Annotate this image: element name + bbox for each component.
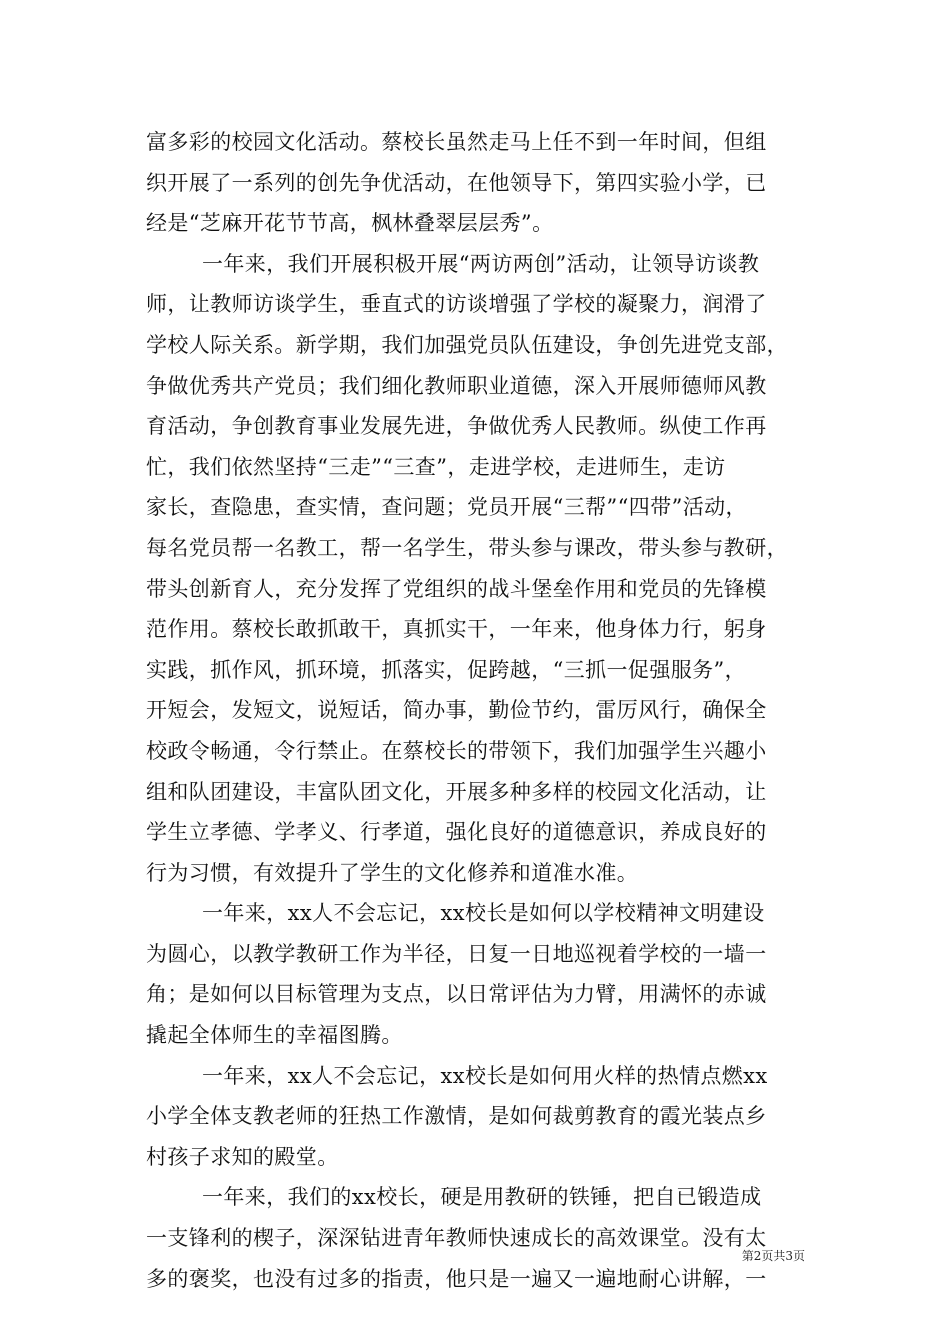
text-line: 小学全体支教老师的狂热工作激情，是如何裁剪教育的霞光装点乡 [146,1104,767,1129]
text-line: 多的褒奖，也没有过多的指责，他只是一遍又一遍地耐心讲解，一 [146,1266,767,1291]
text-line: 村孩子求知的殿堂。 [146,1144,339,1169]
text-line: 家长，查隐患，查实情，查问题；党员开展“三帮”“四带”活动， [146,495,747,520]
paragraph-first-line: 一年来，我们的xx校长，硬是用教研的铁锤，把自已锻造成 [202,1185,762,1210]
text-line: 富多彩的校园文化活动。蔡校长虽然走马上任不到一年时间，但组 [146,130,767,154]
text-line: 校政令畅通，令行禁止。在蔡校长的带领下，我们加强学生兴趣小 [146,738,767,763]
text-line: 实践，抓作风，抓环境，抓落实，促跨越，“三抓一促强服务”， [146,657,747,682]
text-line: 师，让教师访谈学生，垂直式的访谈增强了学校的凝聚力，润滑了 [146,292,767,317]
text-line: 育活动，争创教育事业发展先进，争做优秀人民教师。纵使工作再 [146,414,767,439]
text-line: 一支锋利的楔子，深深钻进青年教师快速成长的高效课堂。没有太 [146,1226,767,1251]
paragraph-first-line: 一年来，xx人不会忘记，xx校长是如何用火样的热情点燃xx [202,1063,768,1088]
text-line: 每名党员帮一名教工，帮一名学生，带头参与课改，带头参与教研， [146,535,788,560]
page-number-footer: 第2页共3页 [741,1249,805,1263]
paragraph-first-line: 一年来，xx人不会忘记，xx校长是如何以学校精神文明建设 [202,901,765,926]
text-line: 学校人际关系。新学期，我们加强党员队伍建设，争创先进党支部， [146,332,788,357]
text-line: 角；是如何以目标管理为支点，以日常评估为力臂，用满怀的赤诚 [146,982,767,1007]
text-line: 经是“芝麻开花节节高，枫林叠翠层层秀”。 [146,211,554,236]
text-line: 学生立孝德、学孝义、行孝道，强化良好的道德意识，养成良好的 [146,820,767,845]
body-text [146,122,811,1299]
text-line: 为圆心，以教学教研工作为半径，日复一日地巡视着学校的一墙一 [146,941,767,966]
text-line: 撬起全体师生的幸福图腾。 [146,1023,403,1048]
text-line: 带头创新育人，充分发挥了党组织的战斗堡垒作用和党员的先锋模 [146,576,767,601]
text-line: 组和队团建设，丰富队团文化，开展多种多样的校园文化活动，让 [146,779,767,804]
text-line: 行为习惯，有效提升了学生的文化修养和道准水准。 [146,860,639,885]
text-line: 范作用。蔡校长敢抓敢干，真抓实干，一年来，他身体力行，躬身 [146,617,767,642]
paragraph-first-line: 一年来，我们开展积极开展“两访两创”活动，让领导访谈教 [202,251,760,276]
text-line: 争做优秀共产党员；我们细化教师职业道德，深入开展师德师风教 [146,373,767,398]
text-line: 忙，我们依然坚持“三走”“三查”，走进学校，走进师生，走访 [146,454,726,479]
text-line: 织开展了一系列的创先争优活动，在他领导下，第四实验小学，已 [146,170,767,195]
text-line: 开短会，发短文，说短话，简办事，勤俭节约，雷厉风行，确保全 [146,698,767,723]
